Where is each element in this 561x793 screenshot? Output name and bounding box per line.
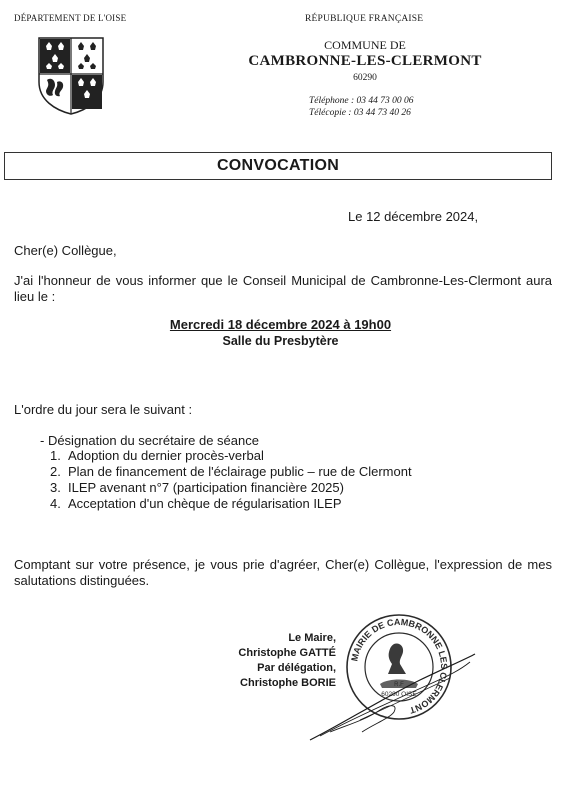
- letter-date: Le 12 décembre 2024,: [348, 209, 479, 224]
- closing-paragraph: Comptant sur votre présence, je vous prie d'agréer, Cher(e) Collègue, l'expression de mes salutations distinguées.: [14, 557, 552, 588]
- document-title: CONVOCATION: [4, 152, 552, 180]
- handwritten-signature: [300, 640, 480, 750]
- republic-label: RÉPUBLIQUE FRANÇAISE: [305, 14, 424, 24]
- mayor-name: Christophe GATTÉ: [238, 647, 336, 659]
- delegate-name: Christophe BORIE: [240, 677, 336, 689]
- stamp-ring-text: MAIRIE DE CAMBRONNE LES CLERMONT: [349, 616, 450, 716]
- agenda-lead-item: - Désignation du secrétaire de séance: [40, 433, 259, 448]
- coat-of-arms-icon: [37, 36, 105, 116]
- telephone-line: Téléphone : 03 44 73 00 06: [309, 96, 414, 106]
- department-label: DÉPARTEMENT DE L'OISE: [14, 13, 127, 23]
- meeting-date: Mercredi 18 décembre 2024 à 19h00: [169, 317, 392, 332]
- postal-code: 60290: [353, 73, 377, 83]
- commune-name: CAMBRONNE-LES-CLERMONT: [248, 53, 482, 69]
- stamp-center-text: R.F: [394, 682, 404, 688]
- signature-title: Le Maire,: [288, 632, 336, 644]
- agenda-item: 4. Acceptation d'un chèque de régularisation ILEP: [50, 496, 342, 511]
- greeting: Cher(e) Collègue,: [14, 243, 117, 258]
- stamp-code-text: 60290 OISE: [381, 691, 417, 698]
- agenda-item: 2. Plan de financement de l'éclairage public – rue de Clermont: [50, 464, 412, 479]
- commune-label: COMMUNE DE: [324, 38, 406, 52]
- agenda-item: 3. ILEP avenant n°7 (participation financière 2025): [50, 480, 344, 495]
- meeting-place: Salle du Presbytère: [222, 334, 339, 348]
- intro-paragraph: J'ai l'honneur de vous informer que le Conseil Municipal de Cambronne-Les-Clermont aura lieu le :: [14, 273, 552, 304]
- agenda-intro: L'ordre du jour sera le suivant :: [14, 402, 193, 417]
- agenda-list: [50, 448, 412, 512]
- agenda-item: 1. Adoption du dernier procès-verbal: [50, 448, 264, 463]
- delegation-label: Par délégation,: [257, 662, 336, 674]
- fax-line: Télécopie : 03 44 73 40 26: [309, 108, 411, 118]
